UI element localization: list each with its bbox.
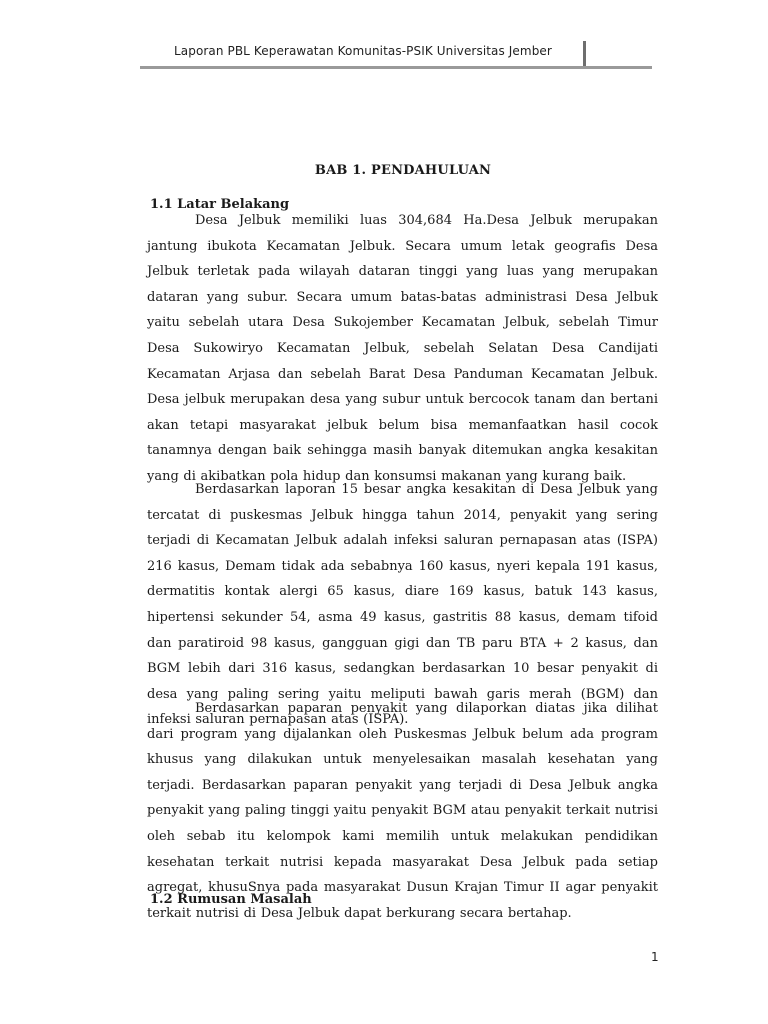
running-header-text: Laporan PBL Keperawatan Komunitas-PSIK Universitas Jember xyxy=(174,44,552,58)
body-paragraph: Desa Jelbuk memiliki luas 304,684 Ha.Desa Jelbuk merupakan jantung ibukota Kecamatan Jelbuk. Secara umum letak geografis Desa Jelbuk terletak pada wilayah dataran tinggi yang luas yang merupakan dataran yang subur. Secara umum batas-batas administrasi Desa Jelbuk yaitu sebelah utara Desa Sukojember Kecamatan Jelbuk, sebelah Timur Desa Sukowiryo Kecamatan Jelbuk, sebelah Selatan Desa Candijati Kecamatan Arjasa dan sebelah Barat Desa Panduman Kecamatan Jelbuk. Desa jelbuk merupakan desa yang subur untuk bercocok tanam dan bertani akan tetapi masyarakat jelbuk belum bisa memanfaatkan hasil cocok tanamnya dengan baik sehingga masih banyak ditemukan angka kesakitan yang di akibatkan pola hidup dan konsumsi makanan yang kurang baik. xyxy=(147,213,658,484)
header-vertical-rule xyxy=(583,41,586,66)
section-heading: 1.2 Rumusan Masalah xyxy=(150,892,312,907)
page-number: 1 xyxy=(651,950,659,964)
body-paragraph: Berdasarkan paparan penyakit yang dilaporkan diatas jika dilihat dari program yang dijalankan oleh Puskesmas Jelbuk belum ada program khusus yang dilakukan untuk menyelesaikan masalah kesehatan yang terjadi. Berdasarkan paparan penyakit yang terjadi di Desa Jelbuk angka penyakit yang paling tinggi yaitu penyakit BGM atau penyakit terkait nutrisi oleh sebab itu kelompok kami memilih untuk melakukan pendidikan kesehatan terkait nutrisi kepada masyarakat Desa Jelbuk pada setiap agregat, khusuSnya pada masyarakat Dusun Krajan Timur II agar penyakit terkait nutrisi di Desa Jelbuk dapat berkurang secara bertahap. xyxy=(147,701,658,921)
section-heading: 1.1 Latar Belakang xyxy=(150,197,290,212)
header-horizontal-rule xyxy=(140,66,652,69)
chapter-title: BAB 1. PENDAHULUAN xyxy=(314,163,492,178)
body-paragraph: Berdasarkan laporan 15 besar angka kesakitan di Desa Jelbuk yang tercatat di puskesmas Jelbuk hingga tahun 2014, penyakit yang sering terjadi di Kecamatan Jelbuk adalah infeksi saluran pernapasan atas (ISPA) 216 kasus, Demam tidak ada sebabnya 160 kasus, nyeri kepala 191 kasus, dermatitis kontak alergi 65 kasus, diare 169 kasus, batuk 143 kasus, hipertensi sekunder 54, asma 49 kasus, gastritis 88 kasus, demam tifoid dan paratiroid 98 kasus, gangguan gigi dan TB paru BTA + 2 kasus, dan BGM lebih dari 316 kasus, sedangkan berdasarkan 10 besar penyakit di desa yang paling sering yaitu meliputi bawah garis merah (BGM) dan infeksi saluran pernapasan atas (ISPA). xyxy=(147,482,658,728)
